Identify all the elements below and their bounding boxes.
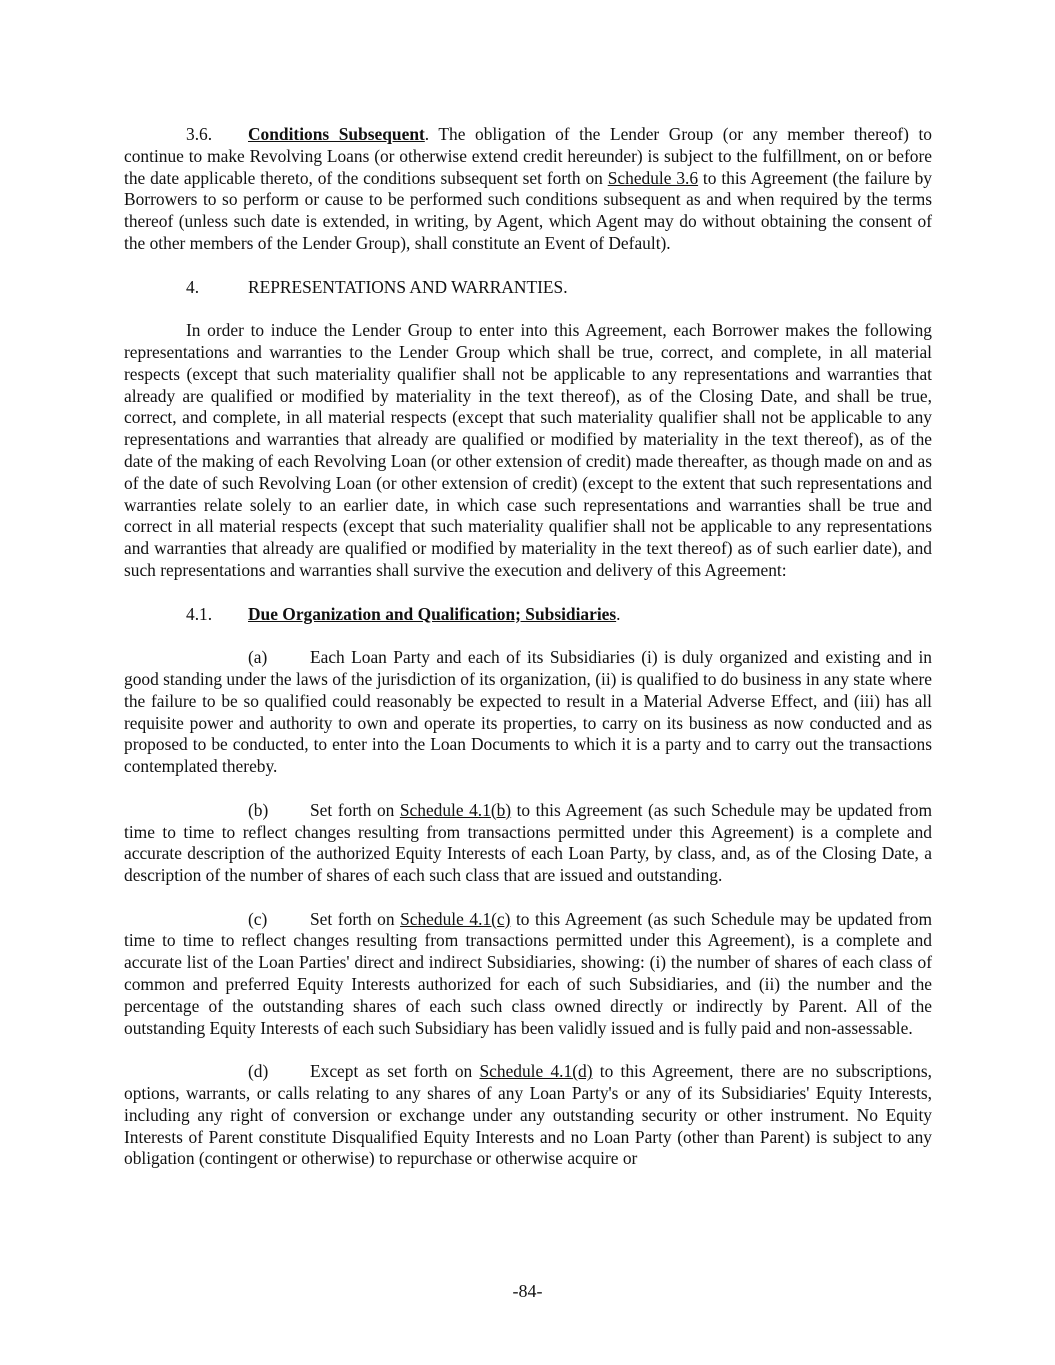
clause-label: (c) — [248, 908, 268, 929]
article-4-heading — [124, 277, 932, 299]
clause-label: (b) — [248, 799, 269, 820]
article-title: REPRESENTATIONS AND WARRANTIES. — [248, 276, 568, 297]
section-3-6-paragraph: 3.6. Conditions Subsequent. The obligation of the Lender Group (or any member thereof) to continue to make Revolving Loans (or otherwise extend credit hereunder) is subject to the fulfillment, on or before the date applicable thereto, of the conditions subsequent set forth on Schedule 3.6 to this Agreement (the failure by Borrowers to so perform or cause to be performed such conditions subsequent as and when required by the terms thereof (unless such date is extended, in writing, by Agent, which Agent may do without obtaining the consent of the other members of the Lender Group), shall constitute an Event of Default). — [124, 124, 932, 253]
section-heading: Conditions Subsequent — [248, 124, 425, 144]
clause-label: (d) — [248, 1061, 269, 1082]
clause-a-paragraph: (a) Each Loan Party and each of its Subsidiaries (i) is duly organized and existing and in good standing under the laws of the jurisdiction of its organization, (ii) is qualified to do business in any state where the failure to be so qualified could reasonably be expected to result in a Material Adverse Effect, and (iii) has all requisite power and authority to own and operate its properties, to carry on its business as now conducted and as proposed to be conducted, to enter into the Loan Documents to which it is a party and to carry out the transactions contemplated thereby. — [124, 647, 932, 777]
document-page — [124, 124, 932, 1192]
section-number: 4.1. — [186, 603, 213, 624]
section-number: 3.6. — [186, 124, 213, 144]
clause-label: (a) — [248, 647, 268, 668]
clause-d-paragraph: (d) Except as set forth on Schedule 4.1(d) to this Agreement, there are no subscriptions, options, warrants, or calls relating to any shares of any Loan Party's or any of its Subsidiaries' Equity Interests, including any right of conversion or exchange under any outstanding security or other instrument. No Equity Interests of Parent constitute Disqualified Equity Interests and no Loan Party (other than Parent) is subject to any obligation (contingent or otherwise) to repurchase or otherwise acquire or — [124, 1061, 932, 1169]
schedule-reference: Schedule 4.1(d) — [479, 1061, 593, 1082]
schedule-reference: Schedule 3.6 — [607, 167, 699, 188]
clause-c-paragraph: (c) Set forth on Schedule 4.1(c) to this Agreement (as such Schedule may be updated from time to time to reflect changes resulting from transactions permitted under this Agreement), is a complete and accurate list of the Loan Parties' direct and indirect Subsidiaries, showing: (i) the number of shares of each class of common and preferred Equity Interests authorized for each of such Subsidiaries, and (ii) the number and the percentage of the outstanding shares of each such class owned directly or indirectly by Parent. All of the outstanding Equity Interests of each such Subsidiary has been validly issued and is fully paid and non-assessable. — [124, 908, 932, 1038]
page-number: -84- — [512, 1281, 543, 1301]
section-heading: Due Organization and Qualification; Subsidiaries — [248, 603, 617, 624]
clause-b-paragraph: (b) Set forth on Schedule 4.1(b) to this Agreement (as such Schedule may be updated from time to time to reflect changes resulting from transactions permitted under this Agreement) is a complete and accurate description of the authorized Equity Interests of each Loan Party, by class, and, as of the Closing Date, a description of the number of shares of each such class that are issued and outstanding. — [124, 799, 932, 886]
article-4-intro-paragraph: In order to induce the Lender Group to enter into this Agreement, each Borrower makes the following representations and warranties to the Lender Group which shall be true, correct, and complete, in all material respects (except that such materiality qualifier shall not be applicable to any representations and warranties that already are qualified or modified by materiality in the text thereof), as of the Closing Date, and shall be true, correct, and complete, in all material respects (except that such materiality qualifier shall not be applicable to any representations and warranties that already are qualified or modified by materiality in the text thereof), as of the date of the making of each Revolving Loan (or other extension of credit) made thereafter, as though made on and as of the date of such Revolving Loan (or other extension of credit) (except to the extent that such representations and warranties relate solely to an earlier date, in which case such representations and warranties shall be true and correct in all material respects (except that such materiality qualifier shall not be applicable to any representations and warranties that already are qualified or modified by materiality in the text thereof) as of such earlier date), and such representations and warranties shall survive the execution and delivery of this Agreement: — [124, 320, 932, 580]
article-number: 4. — [186, 276, 200, 297]
section-4-1-heading: 4.1. Due Organization and Qualification; Subsidiaries. — [186, 603, 621, 624]
schedule-reference: Schedule 4.1(c) — [400, 908, 511, 929]
schedule-reference: Schedule 4.1(b) — [399, 799, 512, 820]
